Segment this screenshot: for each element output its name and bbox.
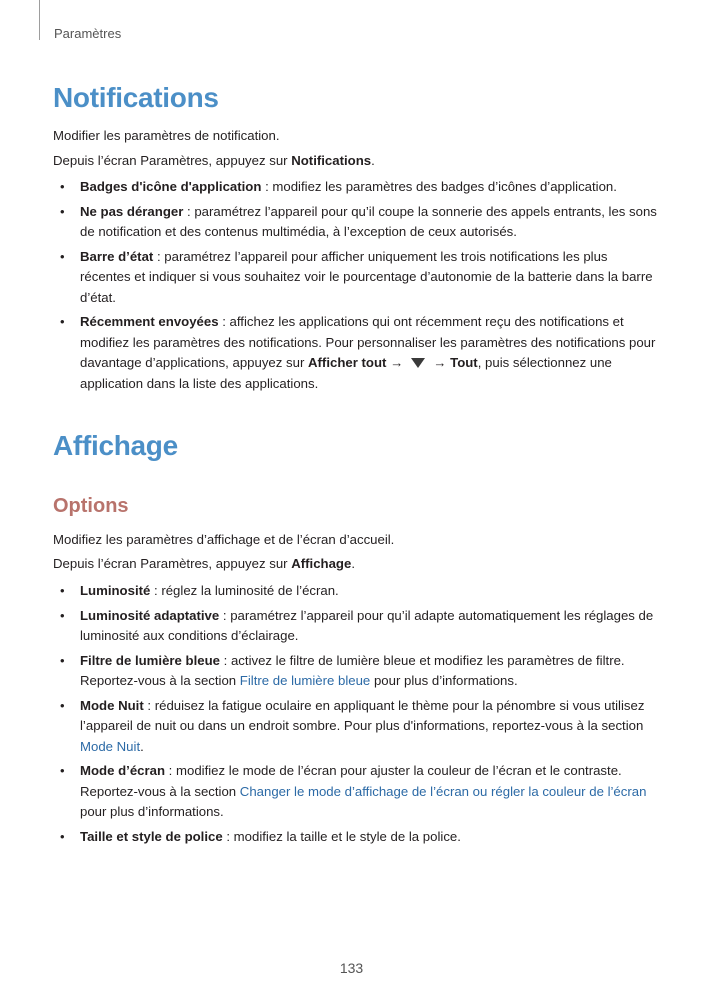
affichage-intro: Modifiez les paramètres d’affichage et de l’écran d’accueil. [53, 532, 395, 547]
item-text: : réduisez la fatigue oculaire en appliquant le thème pour la pénombre si vous utilisez l’appareil de nuit ou dans un endroit sombre. Pour plus d'informations, reportez-vous à la section [80, 697, 645, 733]
bullet: • [60, 652, 65, 668]
item-term: Luminosité adaptative [80, 607, 220, 623]
blue-light-filter-link[interactable]: Filtre de lumière bleue [239, 673, 371, 688]
item-term: Filtre de lumière bleue [80, 652, 220, 668]
notifications-title: Notifications [53, 82, 219, 113]
list-item [53, 761, 658, 823]
bullet: • [60, 583, 65, 598]
path-suffix: . [351, 556, 355, 571]
page-number: 133 [339, 960, 364, 976]
list-item [53, 312, 658, 394]
list-item [53, 581, 658, 602]
item-text: : modifiez les paramètres des badges d’icônes d’application. [261, 179, 617, 194]
item-text: : affichez les applications qui ont récemment reçu des notifications et modifiez les paramètres des notifications. Pour personnaliser les paramètres des notifications pour davantage d’applications, appuyez sur [80, 314, 656, 370]
notifications-path [53, 150, 663, 171]
arrow: → [433, 355, 451, 370]
list-item [53, 827, 658, 848]
list-item [53, 606, 658, 647]
item-text: : réglez la luminosité de l’écran. [150, 583, 339, 598]
item-text-tail: pour plus d’informations. [80, 804, 224, 819]
running-head: Paramètres [54, 26, 122, 41]
bullet: • [60, 828, 65, 844]
item-term: Badges d'icône d'application [80, 179, 262, 194]
item-term: Ne pas déranger [80, 203, 184, 219]
item-text: : paramétrez l’appareil pour qu’il adapte automatiquement les réglages de luminosité aux conditions d’éclairage. [80, 607, 654, 643]
affichage-title: Affichage [53, 430, 178, 461]
item-text-tail: . [140, 738, 144, 754]
bullet: • [60, 314, 65, 329]
dropdown-triangle-icon [411, 358, 425, 368]
notifications-list [53, 177, 658, 398]
list-item [53, 177, 658, 198]
list-item [53, 202, 658, 243]
affichage-path [53, 553, 663, 574]
all-label: Tout [450, 355, 478, 370]
night-mode-link[interactable]: Mode Nuit [80, 738, 141, 754]
list-item [53, 696, 658, 758]
item-term: Taille et style de police [80, 828, 223, 844]
item-term: Mode Nuit [80, 697, 144, 713]
arrow: → [386, 355, 404, 370]
item-text: : paramétrez l’appareil pour qu’il coupe la sonnerie des appels entrants, les sons de notification et des contenus multimédia, à l’exception de ceux autorisés. [80, 203, 657, 239]
bullet: • [60, 607, 65, 623]
item-text: : paramétrez l’appareil pour afficher uniquement les trois notifications les plus récentes et indiquer si vous souhaitez voir le pourcentage d’autonomie de la batterie dans la barre d’état. [80, 248, 653, 305]
path-suffix: . [371, 153, 375, 168]
list-item [53, 247, 658, 309]
item-term: Luminosité [80, 583, 151, 598]
list-item [53, 651, 658, 692]
affichage-list [53, 581, 658, 851]
item-text-tail: , puis sélectionnez une application dans la liste des applications. [80, 355, 612, 391]
options-title: Options [53, 495, 129, 517]
path-prefix: Depuis l’écran Paramètres, appuyez sur [53, 556, 292, 571]
path-target: Affichage [291, 556, 352, 571]
path-prefix: Depuis l’écran Paramètres, appuyez sur [53, 153, 292, 168]
item-term: Récemment envoyées [80, 314, 219, 329]
item-term: Mode d’écran [80, 763, 166, 778]
bullet: • [60, 179, 65, 194]
item-text: : activez le filtre de lumière bleue et modifiez les paramètres de filtre. Reportez-vous à la section [80, 652, 625, 688]
notifications-intro: Modifier les paramètres de notification. [53, 128, 280, 143]
screen-mode-link[interactable]: Changer le mode d’affichage de l’écran ou régler la couleur de l’écran [239, 783, 647, 799]
show-all-label: Afficher tout [308, 355, 387, 370]
path-target: Notifications [291, 153, 372, 168]
item-term: Barre d’état [80, 248, 154, 264]
bullet: • [60, 697, 65, 713]
item-text-tail: pour plus d’informations. [370, 673, 518, 688]
bullet: • [60, 763, 65, 778]
item-text: : modifiez le mode de l’écran pour ajuster la couleur de l’écran et le contraste. Reportez-vous à la section [80, 763, 622, 799]
bullet: • [60, 248, 65, 264]
header-rule [39, 0, 40, 40]
bullet: • [60, 203, 65, 219]
item-text: : modifiez la taille et le style de la police. [222, 828, 461, 844]
